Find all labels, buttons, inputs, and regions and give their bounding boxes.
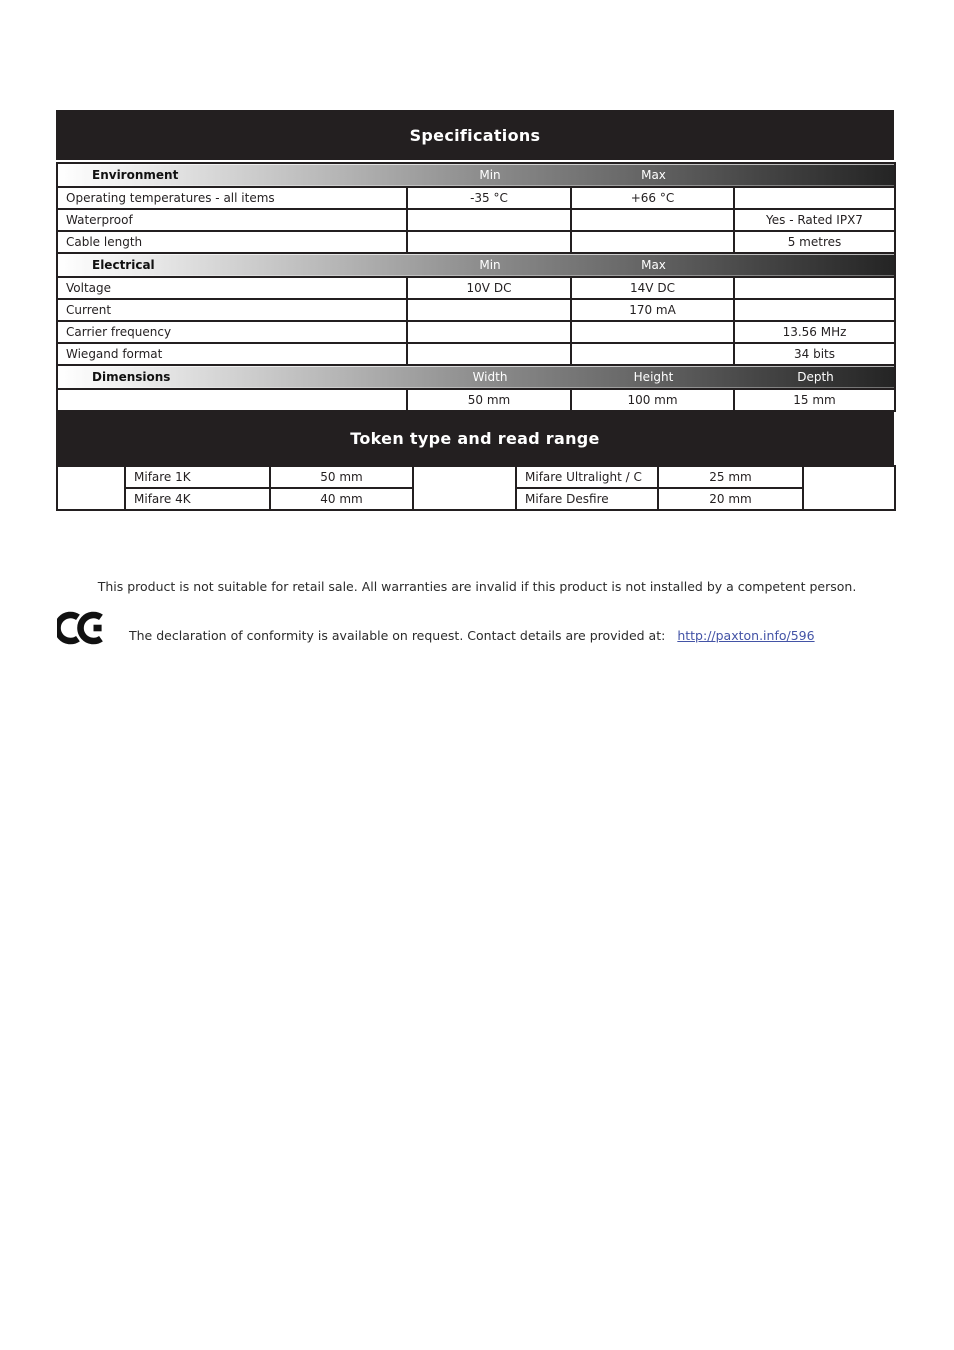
column-header-height: Height <box>633 370 674 384</box>
retail-warning-text: This product is not suitable for retail sale. All warranties are invalid if this product is not installed by a competent person. <box>97 579 857 594</box>
ce-mark-icon <box>57 608 107 648</box>
row-max-value <box>571 209 734 231</box>
row-label: Operating temperatures - all items <box>57 187 407 209</box>
row-depth-value: 15 mm <box>734 389 895 411</box>
declaration-text: The declaration of conformity is available on request. Contact details are provided at: http://paxton.info/596 <box>129 628 815 643</box>
token-range: 40 mm <box>270 488 413 510</box>
token-type: Mifare 1K <box>125 466 270 488</box>
token-range-band <box>56 412 894 465</box>
row-min-value <box>407 321 571 343</box>
row-max-value <box>571 321 734 343</box>
column-header-max: Max <box>641 168 666 182</box>
conformity-link[interactable]: http://paxton.info/596 <box>677 628 815 643</box>
specifications-band <box>56 110 894 162</box>
token-read-range-table <box>56 465 896 511</box>
table-row <box>57 389 895 411</box>
row-other-value <box>734 299 895 321</box>
section-header-electrical <box>57 253 895 277</box>
spacer-cell <box>413 466 516 510</box>
table-row <box>57 466 895 488</box>
row-min-value: -35 °C <box>407 187 571 209</box>
row-max-value: +66 °C <box>571 187 734 209</box>
section-header-dimensions <box>57 365 895 389</box>
row-other-value: 13.56 MHz <box>734 321 895 343</box>
table-row <box>57 321 895 343</box>
specifications-title: Specifications <box>409 125 541 145</box>
column-header-blank <box>735 254 895 276</box>
row-max-value <box>571 231 734 253</box>
column-header-min: Min <box>479 168 501 182</box>
column-header-min: Min <box>479 258 501 272</box>
row-max-value: 170 mA <box>571 299 734 321</box>
row-label: Current <box>57 299 407 321</box>
row-label: Wiegand format <box>57 343 407 365</box>
datasheet-content <box>56 110 894 511</box>
row-min-value <box>407 299 571 321</box>
column-header-depth: Depth <box>797 370 834 384</box>
token-range: 20 mm <box>658 488 803 510</box>
token-type: Mifare 4K <box>125 488 270 510</box>
row-label: Carrier frequency <box>57 321 407 343</box>
row-other-value: 34 bits <box>734 343 895 365</box>
row-max-value: 14V DC <box>571 277 734 299</box>
row-max-value <box>571 343 734 365</box>
row-label: Voltage <box>57 277 407 299</box>
row-other-value: Yes - Rated IPX7 <box>734 209 895 231</box>
section-title: Electrical <box>92 258 155 272</box>
token-type: Mifare Desfire <box>516 488 658 510</box>
spacer-cell <box>803 466 895 510</box>
row-label: Waterproof <box>57 209 407 231</box>
row-label <box>57 389 407 411</box>
token-range-title: Token type and read range <box>350 429 600 448</box>
table-row <box>57 187 895 209</box>
row-other-value <box>734 187 895 209</box>
token-type: Mifare Ultralight / C <box>516 466 658 488</box>
token-range: 25 mm <box>658 466 803 488</box>
table-row <box>57 277 895 299</box>
token-range: 50 mm <box>270 466 413 488</box>
section-title: Dimensions <box>92 370 171 384</box>
row-min-value: 10V DC <box>407 277 571 299</box>
table-row <box>57 231 895 253</box>
table-row <box>57 299 895 321</box>
spacer-cell <box>57 466 125 510</box>
row-other-value: 5 metres <box>734 231 895 253</box>
column-header-max: Max <box>641 258 666 272</box>
section-title: Environment <box>92 168 179 182</box>
row-width-value: 50 mm <box>407 389 571 411</box>
table-row <box>57 209 895 231</box>
row-other-value <box>734 277 895 299</box>
column-header-width: Width <box>472 370 508 384</box>
section-header-environment <box>57 163 895 187</box>
row-height-value: 100 mm <box>571 389 734 411</box>
conformity-row <box>57 608 815 648</box>
row-min-value <box>407 231 571 253</box>
table-row <box>57 343 895 365</box>
row-label: Cable length <box>57 231 407 253</box>
row-min-value <box>407 209 571 231</box>
row-min-value <box>407 343 571 365</box>
column-header-blank <box>735 164 895 186</box>
specifications-table <box>56 162 896 412</box>
